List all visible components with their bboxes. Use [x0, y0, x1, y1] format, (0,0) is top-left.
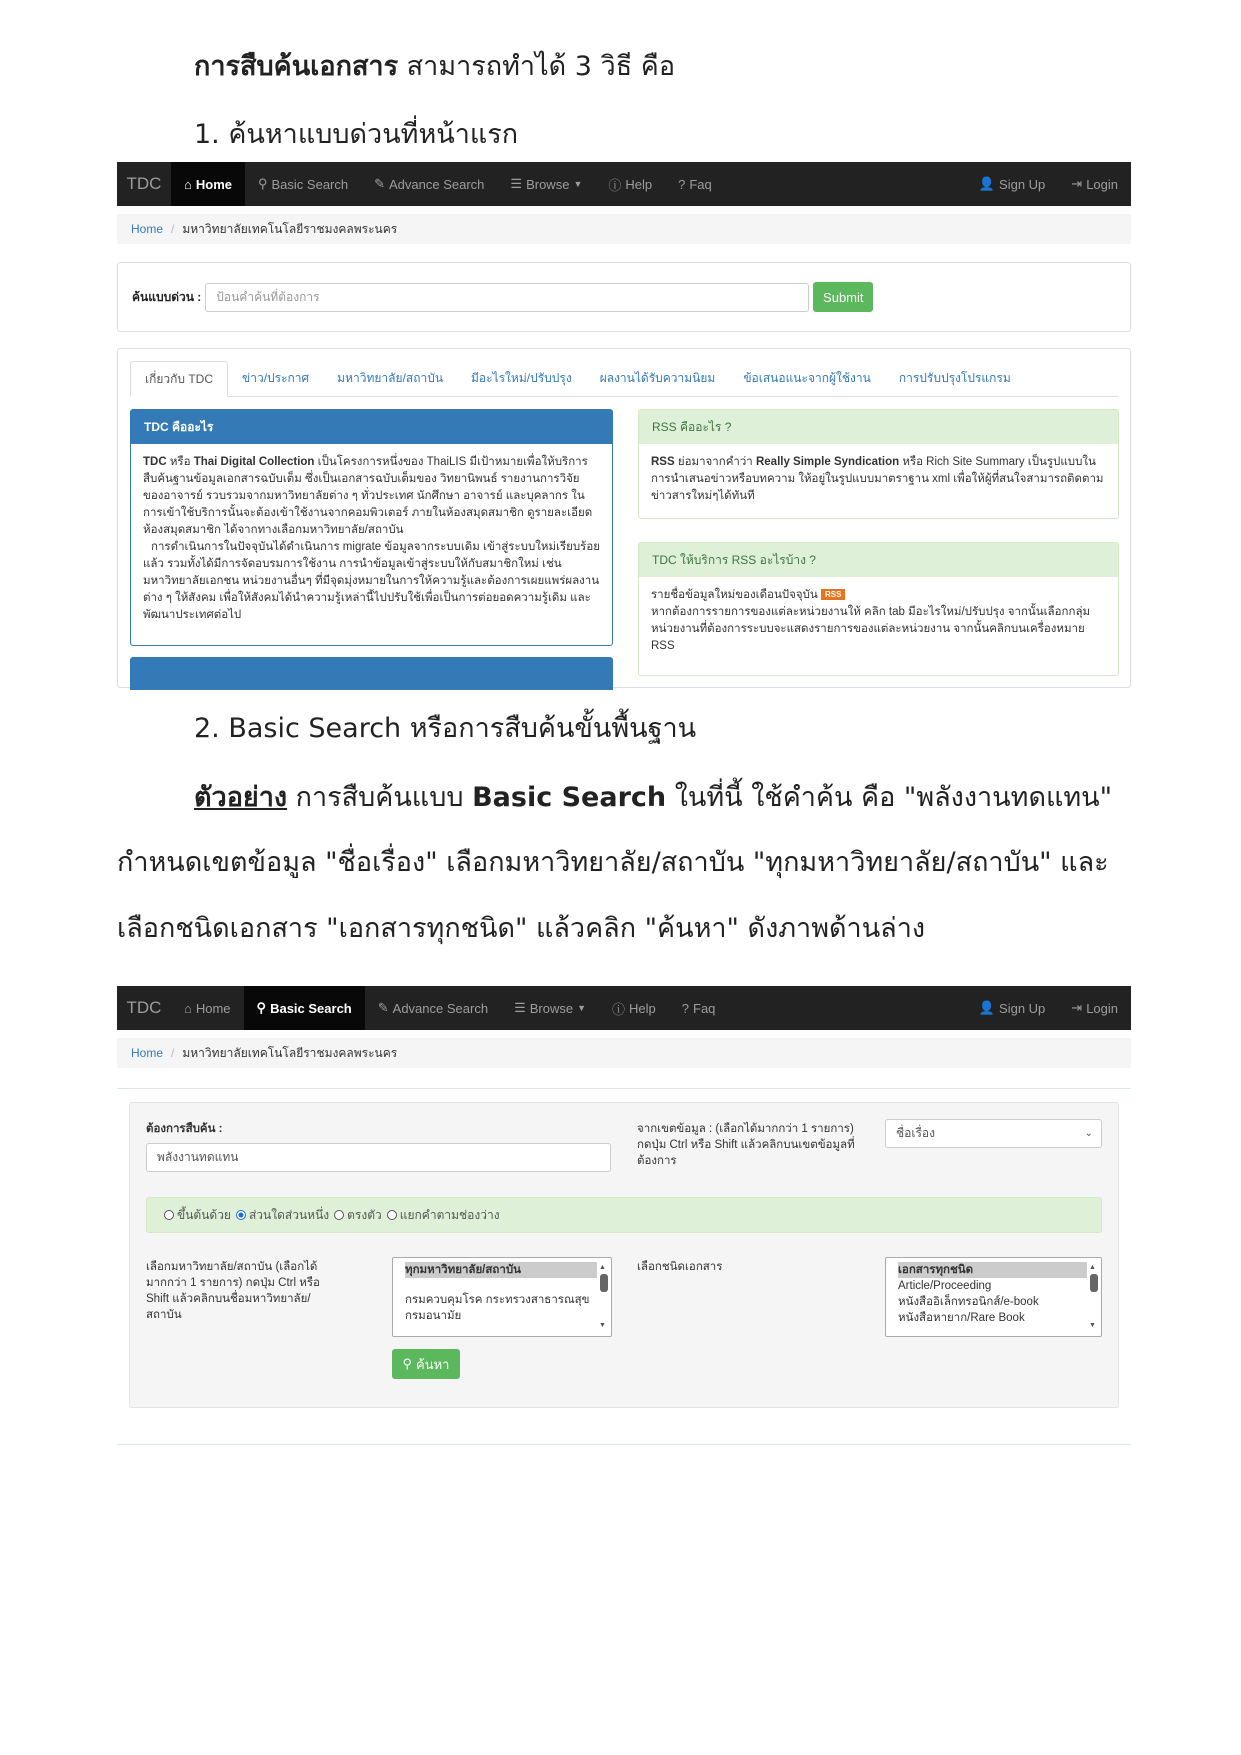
about-tdc-box — [130, 409, 613, 646]
about-tdc-body: TDC หรือ Thai Digital Collection เป็นโครงการหนึ่งของ ThaiLIS มีเป้าหมายเพื่อให้บริการสืบค้นฐานข้อมูลเอกสารฉบับเต็ม ซึ่งเป็นเอกสารฉบับเต็มของ วิทยานิพนธ์ รายงานการวิจัย ของอาจารย์ รวบรวมจากมหาวิทยาลัยต่าง ๆ ทั่วประเทศ นักศึกษา อาจารย์ และบุคลากร ในการเข้าใช้บริการนั้นจะต้องเข้าใช้งานจากคอมพิวเตอร์ ภายในห้องสมุดสมาชิก ดูรายละเอียดห้องสมุดสมาชิก ได้จากทางเลือกมหาวิทยาลัย/สถาบัน การดำเนินการในปัจจุบันได้ดำเนินการ migrate ข้อมูลจากระบบเดิม เข้าสู่ระบบใหม่เรียบร้อยแล้ว รวมทั้งได้มีการจัดอบรมการใช้งาน การนำข้อมูลเข้าสู่ระบบให้กับสมาชิกใหม่ เช่น มหาวิทยาลัยเอกชน หน่วยงานอื่นๆ ที่มีจุดมุ่งหมายในการให้ความรู้และต้องการเผยแพร่ผลงานต่าง ๆ ให้สังคม เพื่อให้สังคมได้นำความรู้เหล่านี้ไปปรับใช้เพื่อเป็นการต่อยอดความรู้เดิม และพัฒนาประเทศต่อไป — [143, 456, 600, 621]
nav-sign-up-label: Sign Up — [999, 176, 1046, 192]
nav-browse[interactable]: ☰ Browse ▼ — [514, 1000, 586, 1016]
nav-home[interactable]: ⌂ Home — [184, 1000, 231, 1016]
tab-feedback[interactable]: ข้อเสนอแนะจากผู้ใช้งาน — [743, 371, 871, 385]
quick-search-input[interactable]: ป้อนคำค้นที่ต้องการ — [205, 283, 809, 312]
nav-login-label: Login — [1086, 176, 1118, 192]
breadcrumb-2: Home / มหาวิทยาลัยเทคโนโลยีราชมงคลพระนคร — [117, 1038, 1131, 1068]
university-label: เลือกมหาวิทยาลัย/สถาบัน (เลือกได้มากกว่า 1 รายการ) กดปุ่ม Ctrl หรือ Shift แล้วคลิกบนชื่อมหาวิทยาลัย/สถาบัน — [146, 1261, 320, 1321]
chevron-down-icon: ⌄ — [1084, 1128, 1093, 1139]
info-icon: ⓘ — [608, 177, 622, 193]
nav-login[interactable]: ⇥ Login — [1071, 1000, 1118, 1016]
search-icon: ⚲ — [402, 1356, 413, 1371]
about-tdc-title: TDC คืออะไร — [131, 410, 612, 444]
nav-basic-search[interactable]: ⚲ Basic Search — [244, 986, 365, 1030]
tab-popular[interactable]: ผลงานได้รับความนิยม — [599, 371, 716, 385]
nav-advance-search-label: Advance Search — [389, 176, 485, 192]
home-icon: ⌂ — [184, 176, 192, 192]
nav-basic-search[interactable] — [245, 162, 361, 206]
nav-home-label: Home — [195, 176, 232, 192]
caret-down-icon: ▼ — [577, 1003, 586, 1013]
breadcrumb-home[interactable]: Home — [131, 222, 164, 236]
scrollbar[interactable]: ▲ ▼ — [1089, 1260, 1099, 1334]
university-listbox[interactable] — [392, 1257, 612, 1337]
list-item[interactable]: กรมควบคุมโรค กระทรวงสาธารณสุข — [405, 1294, 590, 1306]
navbar-2 — [117, 986, 1131, 1030]
nav-advance-search[interactable] — [361, 162, 497, 206]
radio-exact[interactable] — [334, 1210, 344, 1220]
list-item[interactable]: ทุกมหาวิทยาลัย/สถาบัน — [405, 1262, 597, 1278]
doc-intro-bold: การสืบค้นเอกสาร — [194, 51, 399, 82]
second-blue-box — [130, 657, 613, 690]
radio-split-words[interactable] — [387, 1210, 397, 1220]
tab-updates[interactable]: การปรับปรุงโปรแกรม — [898, 371, 1011, 385]
breadcrumb-current: มหาวิทยาลัยเทคโนโลยีราชมงคลพระนคร — [182, 221, 398, 236]
nav-sign-up[interactable] — [966, 162, 1058, 206]
navbar-brand[interactable]: TDC — [126, 174, 162, 193]
nav-advance-search[interactable]: ✎ Advance Search — [377, 1000, 489, 1016]
list-item[interactable]: เอกสารทุกชนิด — [898, 1262, 1087, 1278]
quick-search-label: ค้นแบบด่วน : — [132, 289, 202, 304]
nav-faq[interactable] — [665, 162, 725, 206]
nav-help[interactable] — [595, 162, 665, 206]
rss-badge[interactable]: RSS — [821, 589, 845, 600]
quick-search-panel — [117, 262, 1131, 332]
doc-step2: 2. Basic Search หรือการสืบค้นขั้นพื้นฐาน — [194, 713, 697, 744]
list-item[interactable]: หนังสืออิเล็กทรอนิกส์/e-book — [898, 1296, 1039, 1308]
nav-browse[interactable] — [497, 162, 595, 206]
login-icon: ⇥ — [1071, 1000, 1083, 1015]
nav-faq[interactable]: ? Faq — [681, 1000, 716, 1016]
breadcrumb-current: มหาวิทยาลัยเทคโนโลยีราชมงคลพระนคร — [182, 1045, 398, 1060]
query-input[interactable]: พลังงานทดแทน — [146, 1143, 611, 1172]
nav-login[interactable] — [1058, 162, 1131, 206]
doc-example-label: ตัวอย่าง — [194, 782, 288, 813]
divider — [117, 1088, 1131, 1089]
list-icon: ☰ — [510, 176, 523, 191]
nav-browse-label: Browse — [526, 176, 570, 192]
search-icon: ⚲ — [257, 176, 268, 191]
basic-search-form — [129, 1102, 1119, 1408]
tab-news[interactable]: ข่าว/ประกาศ — [242, 371, 310, 385]
user-icon: 👤 — [978, 1000, 996, 1015]
radio-contains[interactable] — [236, 1210, 246, 1220]
match-options: ขึ้นต้นด้วย ส่วนใดส่วนหนึ่ง ตรงตัว แยกคำตามช่องว่าง — [146, 1197, 1102, 1233]
search-icon: ⚲ — [256, 1000, 267, 1015]
rss-what-box — [638, 409, 1119, 519]
doc-example-line2: กำหนดเขตข้อมูล "ชื่อเรื่อง" เลือกมหาวิทยาลัย/สถาบัน "ทุกมหาวิทยาลัย/สถาบัน" และ — [117, 847, 1109, 878]
caret-down-icon: ▼ — [573, 179, 583, 189]
info-tabs-panel — [117, 348, 1131, 688]
edit-icon: ✎ — [374, 176, 386, 191]
doc-example-line1: ตัวอย่าง การสืบค้นแบบ Basic Search ในที่นี้ ใช้คำค้น คือ "พลังงานทดแทน" — [194, 782, 1113, 813]
rss-service-box — [638, 542, 1119, 676]
rss-service-body: รายชื่อข้อมูลใหม่ของเดือนปัจจุบัน RSS หากต้องการรายการของแต่ละหน่วยงานให้ คลิก tab มีอะไรใหม่/ปรับปรุง จากนั้นเลือกกลุ่มหน่วยงานที่ต้องการระบบจะแสดงรายการของแต่ละหน่วยงาน จากนั้นคลิกบนเครื่องหมาย RSS — [651, 589, 1091, 652]
edit-icon: ✎ — [377, 1000, 389, 1015]
list-item[interactable]: Article/Proceeding — [898, 1280, 992, 1292]
radio-starts-with[interactable] — [164, 1210, 174, 1220]
rss-what-body: RSS ย่อมาจากคำว่า Really Simple Syndication หรือ Rich Site Summary เป็นรูปแบบในการนำเสนอข่าวหรือบทความ ให้อยู่ในรูปแบบมาตราฐาน xml เพื่อให้ผู้ที่สนใจสามารถติดตามข่าวสารใหม่ๆได้ทันที — [651, 456, 1104, 502]
doctype-listbox[interactable] — [885, 1257, 1102, 1337]
rss-what-title: RSS คืออะไร ? — [639, 410, 1118, 444]
nav-help-label: Help — [625, 176, 653, 192]
doc-intro-rest: สามารถทำได้ 3 วิธี คือ — [398, 51, 676, 82]
navbar-brand[interactable]: TDC — [126, 998, 162, 1017]
field-label: จากเขตข้อมูล : (เลือกได้มากกว่า 1 รายการ) กดปุ่ม Ctrl หรือ Shift แล้วคลิกบนเขตข้อมูลที่ต้องการ — [637, 1123, 855, 1167]
tab-universities[interactable]: มหาวิทยาลัย/สถาบัน — [337, 371, 444, 385]
rss-service-title: TDC ให้บริการ RSS อะไรบ้าง ? — [639, 543, 1118, 577]
question-icon: ? — [678, 176, 686, 192]
screenshot-home — [117, 162, 1131, 690]
tab-about[interactable]: เกี่ยวกับ TDC — [130, 361, 228, 397]
nav-sign-up[interactable]: 👤 Sign Up — [978, 1000, 1046, 1016]
doc-step1: 1. ค้นหาแบบด่วนที่หน้าแรก — [194, 119, 519, 150]
query-label: ต้องการสืบค้น : — [146, 1123, 223, 1135]
doc-example-line3: เลือกชนิดเอกสาร "เอกสารทุกชนิด" แล้วคลิก "ค้นหา" ดังภาพด้านล่าง — [117, 913, 926, 944]
breadcrumb: Home / มหาวิทยาลัยเทคโนโลยีราชมงคลพระนคร — [117, 214, 1131, 244]
search-button[interactable]: ⚲ ค้นหา — [392, 1349, 460, 1379]
user-icon: 👤 — [978, 176, 996, 191]
list-item[interactable]: กรมอนามัย — [405, 1310, 462, 1322]
home-icon: ⌂ — [184, 1000, 192, 1016]
tab-bar — [130, 361, 1118, 397]
field-select[interactable]: ชื่อเรื่อง ⌄ — [885, 1119, 1102, 1148]
nav-home[interactable] — [171, 162, 245, 206]
tab-whats-new[interactable]: มีอะไรใหม่/ปรับปรุง — [471, 371, 572, 385]
breadcrumb-home[interactable]: Home — [131, 1046, 164, 1060]
nav-faq-label: Faq — [689, 176, 712, 192]
login-icon: ⇥ — [1071, 176, 1083, 191]
submit-button[interactable]: Submit — [813, 282, 873, 312]
nav-basic-search-label: Basic Search — [271, 176, 349, 192]
screenshot-basic-search — [117, 986, 1131, 1446]
scrollbar[interactable]: ▲ ▼ — [599, 1260, 609, 1334]
list-item[interactable]: หนังสือหายาก/Rare Book — [898, 1312, 1025, 1324]
navbar — [117, 162, 1131, 206]
divider — [117, 1444, 1131, 1445]
info-icon: ⓘ — [612, 1001, 626, 1017]
nav-help[interactable]: ⓘ Help — [612, 1000, 656, 1017]
list-icon: ☰ — [514, 1000, 526, 1015]
doctype-label: เลือกชนิดเอกสาร — [637, 1261, 723, 1273]
question-icon: ? — [681, 1000, 689, 1016]
doc-intro — [194, 44, 675, 87]
